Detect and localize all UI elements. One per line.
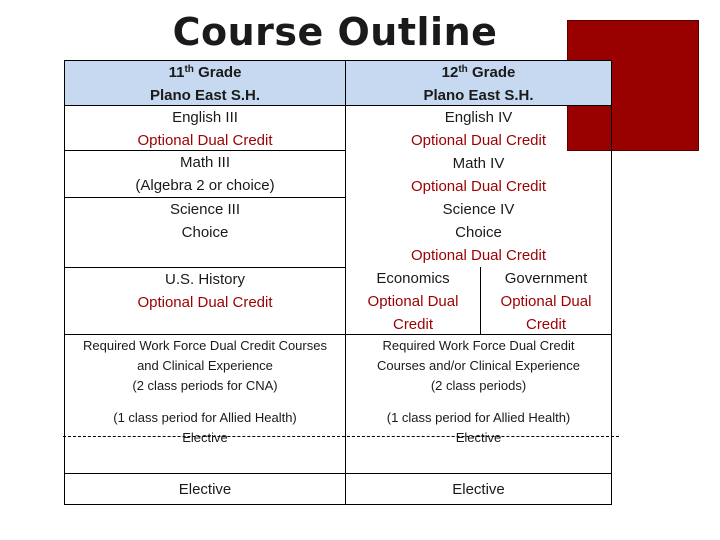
right-workforce-cell: [346, 335, 611, 445]
grade-label: 11th Grade: [168, 64, 242, 81]
dual-credit-note: Optional Dual: [500, 293, 592, 310]
course-name: Math IV: [452, 155, 505, 172]
left-header: [65, 61, 345, 105]
workforce-line: Required Work Force Dual Credit: [382, 338, 575, 353]
dual-credit-note: Optional Dual Credit: [137, 132, 273, 149]
dual-credit-note: Optional Dual Credit: [410, 132, 547, 149]
left-elective-cell: [65, 474, 345, 505]
course-name: English IV: [444, 109, 513, 126]
dual-credit-note: Optional Dual Credit: [410, 247, 547, 264]
allied-health-line: (1 class period for Allied Health): [386, 410, 571, 425]
course-table: [64, 60, 612, 505]
school-label: Plano East S.H.: [149, 87, 261, 104]
workforce-line: and Clinical Experience: [137, 358, 273, 373]
course-name: Science III: [169, 201, 241, 218]
dual-credit-note: Optional Dual Credit: [410, 178, 547, 195]
grade-label: 12th Grade: [441, 64, 516, 81]
elective-label: Elective: [455, 430, 502, 445]
right-economics-cell: [346, 267, 480, 334]
school-label: Plano East S.H.: [423, 87, 534, 104]
course-name: Math III: [179, 154, 231, 171]
course-name: U.S. History: [164, 271, 245, 288]
left-english-cell: [65, 106, 345, 150]
dual-credit-note: Credit: [525, 316, 566, 333]
course-name: English III: [172, 109, 238, 126]
page-title: Course Outline: [172, 10, 498, 54]
course-note: (Algebra 2 or choice): [135, 177, 275, 194]
course-note: Choice: [455, 224, 502, 241]
left-workforce-cell: [65, 335, 345, 445]
allied-health-line: (1 class period for Allied Health): [113, 410, 297, 425]
course-name: Government: [504, 270, 588, 287]
left-history-cell: [65, 268, 345, 334]
course-name: Science IV: [442, 201, 515, 218]
elective-label: Elective: [182, 430, 228, 445]
left-math-cell: [65, 151, 345, 197]
workforce-line: Courses and/or Clinical Experience: [376, 358, 581, 373]
workforce-line: (2 class periods): [430, 378, 527, 393]
course-name: Economics: [376, 270, 450, 287]
course-note: Choice: [181, 224, 229, 241]
right-government-cell: [481, 267, 611, 334]
elective-label: Elective: [452, 481, 505, 498]
right-core-cell: [346, 106, 611, 267]
left-science-cell: [65, 198, 345, 267]
workforce-line: Required Work Force Dual Credit Courses: [83, 338, 327, 353]
dashed-divider: [63, 436, 619, 437]
right-elective-cell: [346, 474, 611, 505]
elective-label: Elective: [178, 481, 232, 498]
dual-credit-note: Optional Dual Credit: [137, 294, 273, 311]
workforce-line: (2 class periods for CNA): [132, 378, 278, 393]
dual-credit-note: Credit: [392, 316, 433, 333]
dual-credit-note: Optional Dual: [367, 293, 459, 310]
right-header: [346, 61, 611, 105]
